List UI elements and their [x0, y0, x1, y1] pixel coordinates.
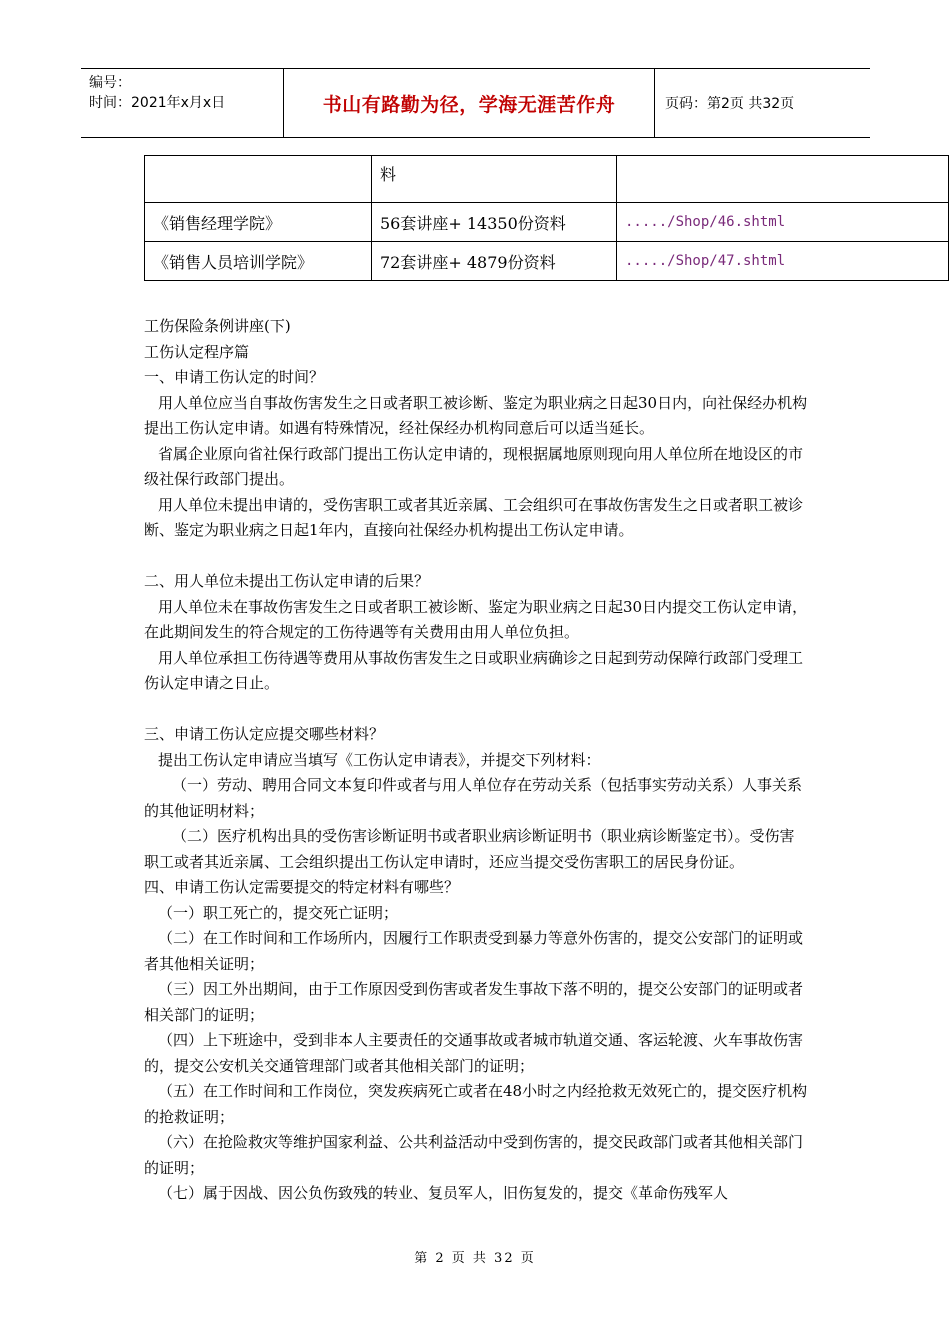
- spacer: [144, 697, 808, 723]
- list-item: （五）在工作时间和工作岗位，突发疾病死亡或者在48小时之内经抢救无效死亡的，提交医疗机构的抢救证明；: [144, 1082, 808, 1126]
- list-item: （二）在工作时间和工作场所内，因履行工作职责受到暴力等意外伤害的，提交公安部门的证明或者其他相关证明；: [144, 929, 804, 973]
- paragraph: 用人单位承担工伤待遇等费用从事故伤害发生之日或职业病确诊之日起到劳动保障行政部门受理工伤认定申请之日止。: [144, 648, 804, 692]
- paragraph: 省属企业原向省社保行政部门提出工伤认定申请的，现根据属地原则现向用人单位所在地设区的市级社保行政部门提出。: [144, 444, 804, 488]
- resource-desc: 72套讲座+ 4879份资料: [372, 242, 617, 281]
- question-heading: 三、申请工伤认定应提交哪些材料？: [144, 725, 385, 743]
- paragraph: 用人单位应当自事故伤害发生之日或者职工被诊断、鉴定为职业病之日起30日内，向社保经办机构提出工伤认定申请。如遇有特殊情况，经社保经办机构同意后可以适当延长。: [144, 393, 808, 437]
- list-item: （六）在抢险救灾等维护国家利益、公共利益活动中受到伤害的，提交民政部门或者其他相关部门的证明；: [144, 1133, 804, 1177]
- header-page-info: 页码：第2页 共32页: [665, 96, 795, 112]
- table-row: [145, 203, 949, 242]
- resource-name: [145, 156, 372, 203]
- resource-desc: 料: [372, 156, 617, 203]
- list-item: （四）上下班途中，受到非本人主要责任的交通事故或者城市轨道交通、客运轮渡、火车事故伤害的，提交公安机关交通管理部门或者其他相关部门的证明；: [144, 1031, 804, 1075]
- paragraph: 用人单位未提出申请的，受伤害职工或者其近亲属、工会组织可在事故伤害发生之日或者职工被诊断、鉴定为职业病之日起1年内，直接向社保经办机构提出工伤认定申请。: [144, 495, 804, 539]
- spacer: [144, 544, 808, 570]
- resource-name: 《销售人员培训学院》: [145, 242, 372, 281]
- article-subtitle: 工伤认定程序篇: [144, 342, 250, 361]
- paragraph: 用人单位未在事故伤害发生之日或者职工被诊断、鉴定为职业病之日起30日内提交工伤认定申请，在此期间发生的符合规定的工伤待遇等有关费用由用人单位负担。: [144, 597, 808, 641]
- question-heading: 一、申请工伤认定的时间？: [144, 368, 325, 386]
- list-item: （一）职工死亡的，提交死亡证明；: [158, 903, 399, 922]
- resource-link[interactable]: ...../Shop/47.shtml: [617, 242, 949, 281]
- header-motto: 书山有路勤为径，学海无涯苦作舟: [283, 69, 655, 137]
- resource-desc: 56套讲座+ 14350份资料: [372, 203, 617, 242]
- table-row: [145, 242, 949, 281]
- number-label: 编号：: [89, 75, 131, 91]
- resource-name: 《销售经理学院》: [145, 203, 372, 242]
- list-item: （二）医疗机构出具的受伤害诊断证明书或者职业病诊断证明书（职业病诊断鉴定书）。受伤害职工或者其近亲属、工会组织提出工伤认定申请时，还应当提交受伤害职工的居民身份证。: [144, 827, 795, 871]
- article-body: [144, 314, 808, 1207]
- header-meta: [81, 69, 283, 137]
- time-label: 时间：2021年x月x日: [89, 95, 226, 111]
- article-title: 工伤保险条例讲座(下): [144, 317, 291, 335]
- resource-table: [144, 155, 949, 281]
- question-heading: 二、用人单位未提出工伤认定申请的后果？: [144, 572, 430, 590]
- resource-link[interactable]: [617, 156, 949, 203]
- page-footer: 第 2 页 共 32 页: [414, 1251, 536, 1266]
- question-heading: 四、申请工伤认定需要提交的特定材料有哪些？: [144, 878, 460, 896]
- paragraph: 提出工伤认定申请应当填写《工伤认定申请表》，并提交下列材料：: [158, 750, 601, 769]
- table-row: [145, 156, 949, 203]
- list-item: （三）因工外出期间，由于工作原因受到伤害或者发生事故下落不明的，提交公安部门的证明或者相关部门的证明；: [144, 980, 804, 1024]
- page-header: [81, 68, 870, 138]
- list-item: （一）劳动、聘用合同文本复印件或者与用人单位存在劳动关系（包括事实劳动关系）人事关系的其他证明材料；: [144, 776, 803, 820]
- list-item: （七）属于因战、因公负伤致残的转业、复员军人，旧伤复发的，提交《革命伤残军人: [158, 1184, 729, 1202]
- resource-link[interactable]: ...../Shop/46.shtml: [617, 203, 949, 242]
